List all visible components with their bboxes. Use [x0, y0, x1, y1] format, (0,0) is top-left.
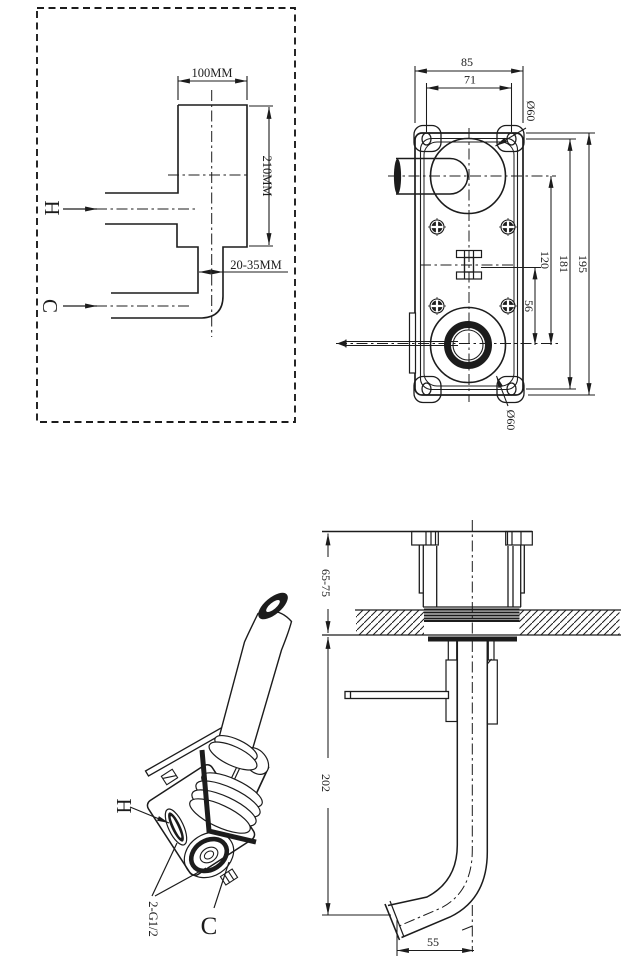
view-side-install — [320, 520, 622, 956]
spout-centerline — [398, 520, 472, 952]
dim-195-label: 195 — [576, 255, 590, 273]
box-centerlines — [336, 128, 560, 402]
view-rough-in-schematic — [37, 8, 295, 422]
dim-100mm-label: 100MM — [191, 66, 233, 80]
dim-d60-top-label: Ø60 — [524, 100, 538, 122]
dim-55-label: 55 — [427, 935, 439, 949]
side-dimensions — [322, 534, 474, 957]
valve-legs — [446, 642, 497, 725]
hot-channel-top — [105, 105, 178, 193]
dim-181-label: 181 — [557, 255, 571, 273]
cold-label: C — [38, 298, 62, 314]
dim-120-label: 120 — [538, 251, 552, 269]
iso-cold-label: C — [200, 913, 218, 940]
iso-hot-label: H — [112, 798, 136, 814]
centerlines — [96, 90, 250, 337]
dim-71-label: 71 — [464, 72, 476, 87]
view-isometric-valve — [130, 589, 292, 908]
iso-thread-label: 2-G1/2 — [146, 901, 160, 937]
dim-65-75-label: 65-75 — [319, 569, 333, 597]
view-mounting-box-front — [336, 66, 595, 406]
dim-20-35mm-label: 20-35MM — [230, 258, 282, 272]
dim-85-label: 85 — [461, 55, 473, 69]
box-dimensions — [415, 66, 595, 406]
cold-channel — [105, 224, 198, 293]
threaded-collar — [424, 610, 520, 622]
wall-section — [322, 610, 621, 635]
dashed-border — [37, 8, 295, 422]
dim-56-label: 56 — [522, 300, 536, 312]
dim-202-label: 202 — [319, 774, 333, 792]
dim-d60-bottom-label: Ø60 — [504, 409, 518, 431]
hot-label: H — [40, 200, 64, 216]
spout-outline — [111, 105, 247, 318]
handle-lever — [345, 692, 449, 699]
fixing-screws — [428, 218, 517, 315]
dim-210mm-label: 210MM — [260, 155, 274, 197]
